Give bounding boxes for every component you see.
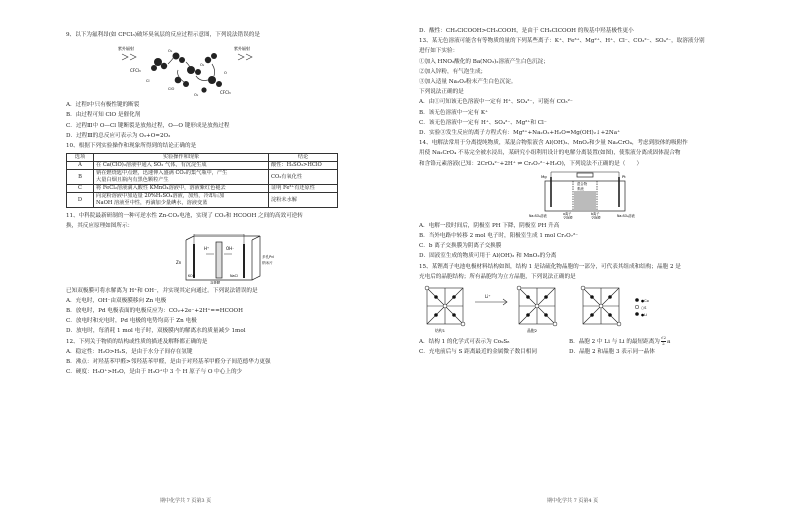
q10-table [66,153,338,208]
membrane-a-label-2: 交换膜 [563,215,573,219]
cell-2-label: 晶胞2 [527,328,538,334]
q10-header-conclusion: 结论 [269,154,338,162]
q14-stem-3: 和含铬元素溶液(已知：2CrO₄²⁻+2H⁺ ⇌ Cr₂O₇²⁻+H₂O)，下列说法不正确的是（ ） [419,160,643,167]
cl-label: Cl [146,79,150,84]
legend-li: ●Li [641,313,648,318]
q10-row-b-op: 钠在燃烧匙中点燃，迅速伸入盛满 CO₂的集气瓶中，产生 大量白烟且瓶内有黑色颗粒产生 [94,170,269,185]
q9-figure [116,42,266,98]
left-page-footer: 期中化学共 7 页第3 页 [160,498,212,504]
o-label: O [224,71,227,76]
table-row [67,193,338,208]
q13-option-c[interactable]: C．该无色溶液中一定有 H⁺、SO₄²⁻、Mg²⁺和 Cl⁻ [419,119,547,126]
q11-option-a[interactable]: A．充电时，OH⁻由双极膜移向 Zn 电极 [66,297,167,304]
q9-option-d[interactable]: D．过程Ⅲ的总反应可表示为 O₃+O=2O₂ [66,132,171,139]
q14-option-b[interactable]: B．当外电路中转移 2 mol 电子时，阳极室生成 1 mol Cr₂O₇²⁻ [419,233,579,240]
q11-lead: 已知双极膜可将水解离为 H⁺和 OH⁻，并实现其定向通过。下列说法错误的是 [66,287,258,294]
q10-row-b-con: CO₂有氧化性 [269,170,338,185]
table-row [67,162,338,170]
q10-row-c-con: 证明 Fe²⁺有还原性 [269,185,338,193]
nacl-label: NaCl [230,273,238,278]
q10-row-d-con: 淀粉未水解 [269,193,338,208]
q12-option-d[interactable]: D．酸性：CH₂ClCOOH>CH₃COOH，是由于 CH₂ClCOOH 的羧基中羟基极性更小 [419,28,634,34]
q10-header-option: 选项 [67,154,94,162]
slurry-label-2: 浆液 [577,186,584,191]
right-page-footer: 期中化学共 7 页第4 页 [547,498,599,504]
q14-stem-2: 用使 Na₂CrO₄ 不易完全被水浸出，某研究小组利用设计的电解分离装置(如图)，使浆液分离成固体混合物 [419,150,681,157]
table-row [67,170,338,185]
q15-options-row-1 [419,336,786,347]
q10-row-d-option: D [67,193,94,208]
na2so4-right-label: Na₂SO₄溶液 [617,213,635,218]
q11-stem-1: 11、中科院最新研制的一种可逆水性 Zn-CO₂电池，实现了 CO₂和 HCOOH 之间的高效可逆转 [66,213,303,220]
q13-step-3: ③加入适量 Na₂O₂粉末产生白色沉淀。 [419,79,517,86]
q11-figure [166,234,286,284]
zn-label: Zn [176,259,182,265]
q13-stem-1: 13、某无色溶液可能含有等物质的量的下列某些离子：K⁺、Fe³⁺、Mg²⁺、H⁺、Cl⁻、CO₃²⁻、SO₄²⁻，取溶液分别 [419,38,705,45]
q15-stem-2: 充电后的晶胞结构；所有晶胞均为立方晶胞，下列说法正确的是 [419,273,576,280]
q10-row-a-op: 在 Ca(ClO)₂溶液中通入 SO₂ 气体，有沉淀生成 [94,162,269,170]
oh-minus-label: OH⁻ [226,245,235,251]
q15-option-a[interactable]: A．结构 1 的化学式可表示为 Co₉S₈ [419,338,510,345]
q15-option-d[interactable]: D．晶胞 2 和晶胞 3 表示同一晶体 [569,348,655,355]
q11-stem-2: 换，其反应原理如图所示： [66,223,134,230]
table-row [67,185,338,193]
crystal-structure-diagram [423,284,683,334]
membrane-b-label-2: 交换膜 [591,215,601,219]
q10-header-operation: 实验操作和现象 [94,154,269,162]
q10-row-b-option: B [67,170,94,185]
cfcl3-label-1: CFCl₃ [130,68,141,74]
membrane-a-label-1: a离子 [563,211,572,216]
o2-label-2: O₂ [194,93,199,98]
q15-options-row-2 [419,347,786,357]
mg-electrode-label: Mg [541,173,547,179]
na2so4-left-label: Na₂SO₄溶液 [529,213,547,218]
nanosheet-label: 纳米片 [262,260,273,265]
q14-option-d[interactable]: D．固液室生成的物质可用于 Al(OH)₃ 和 MnO₂的分离 [419,253,557,260]
q12-stem: 12、下列关于物质的结构或性质的描述及解释都正确的是 [66,338,208,345]
h-plus-label: H⁺ [204,245,210,251]
q15-figure [423,284,683,334]
q11-option-c[interactable]: C．放电时和充电时，Pd 电极的电势均高于 Zn 电极 [66,318,197,325]
q10-row-a-con: 酸性：H₂SO₃>HClO [269,162,338,170]
q12-option-a[interactable]: A．稳定性：H₂O>H₂S，是由于水分子间存在氢键 [66,348,193,355]
ozone-depletion-diagram [116,42,266,98]
q13-step-2: ②加入锌粉，有气泡生成； [419,68,487,75]
q13-lead: 下列说法正确的是 [419,89,464,96]
legend-s: ○S [641,306,647,311]
o2-label-1: O₂ [200,63,205,68]
pd-label: 多孔Pd [262,254,274,259]
q9-option-a[interactable]: A．过程Ⅰ中只有极性键的断裂 [66,102,140,109]
q14-figure [529,171,649,219]
q15-option-b-fraction: $\frac{√2}{2}$ [660,336,666,346]
bipolar-membrane-label: 双极膜 [210,280,221,284]
clo-label: ClO [168,87,175,92]
right-page [397,0,794,514]
q14-stem-1: 14、电解法常用于分离提纯物质，某混合物浆液含 Al(OH)₃、MnO₂和少量 Na₂CrO₄，考虑到胶体的吸附作 [419,140,688,147]
q10-stem: 10、根据下列实验操作和现象所得到的结论正确的是 [66,143,197,150]
q13-option-a[interactable]: A．由①可知该无色溶液中一定有 H⁺、SO₄²⁻，可能有 CO₃²⁻ [419,99,573,106]
q10-row-c-op: 将 FeCl₂溶液滴入酸性 KMnO₄溶液中，溶液紫红色褪去 [94,185,269,193]
li-arrow-label: Li⁺ [485,294,491,300]
electrolysis-cell-diagram [529,171,649,219]
q12-option-c[interactable]: C．硬度：H₃O⁺>H₂O，是由于 H₃O⁺中 3 个 H 原子与 O 中心上的少 [66,369,243,376]
q9-option-c[interactable]: C．过程Ⅲ中 O—Cl 键断裂是放热过程，O—O 键形成是放热过程 [66,122,230,129]
q10-row-c-option: C [67,185,94,193]
uv-label-left: 紫外辐射 [118,46,134,52]
membrane-b-label-1: b离子 [591,211,600,216]
pt-electrode-label: Pt [622,173,626,179]
q9-stem: 9、以下为氟利昂(如 CFCl₃)破坏臭氧层的反应过程示意图，下列说法错误的是 [66,32,260,38]
q12-option-b[interactable]: B．沸点：对羟基苯甲醛>邻羟基苯甲醛，是由于对羟基苯甲醛分子间范德华力更强 [66,359,271,366]
q15-stem-1: 15、某锂离子电池电极材料结构如图，结构 1 是钴硫化物晶胞的一部分，可代表其组成和结构；晶胞 2 是 [419,263,681,270]
koh-label: KOH [188,273,196,278]
uv-label-right: 紫外辐射 [234,46,250,52]
structure-1-label: 结构1 [435,328,446,334]
q14-option-c[interactable]: C．b 离子交换膜为阴离子交换膜 [419,243,502,250]
q14-option-a[interactable]: A．电解一段时间后，阴极室 PH 下降，阴极室 PH 升高 [419,222,560,229]
q13-step-1: ①加入 HNO₃酸化的 Ba(NO₃)₂溶液产生白色沉淀； [419,58,549,65]
zn-co2-battery-diagram [166,234,286,284]
q13-stem-2: 进行如下实验： [419,48,459,55]
cfcl3-label-2: CFCl₃ [220,90,231,96]
q11-option-b[interactable]: B．放电时，Pd 电极表面的电极反应为：CO₂+2e⁻+2H⁺==HCOOH [66,308,244,315]
q10-row-a-option: A [67,162,94,170]
legend-co: ●Co [641,299,649,304]
q10-row-d-op: 向淀粉溶液中加适量 20%H₂SO₄溶液，加热，冷却后加 NaOH 溶液至中性，再滴加少量碘水，溶液变蓝 [94,193,269,208]
o3-label: O₃ [168,49,173,54]
q15-option-b[interactable]: B．晶胞 2 中 Li 与 Li 的最短距离为 $\frac{√2}{2}$ a [569,336,671,346]
q13-option-d[interactable]: D．实验③发生反应的离子方程式有：Mg²⁺+Na₂O₂+H₂O=Mg(OH)₂↓+2Na⁺ [419,130,621,137]
q11-option-d[interactable]: D．放电时，每消耗 1 mol 电子时，双极膜内的解离水的质量减少 1mol [66,328,246,335]
q15-option-c[interactable]: C．充电前后与 S 距离最近的金属微子数目相同 [419,348,537,355]
q9-option-b[interactable]: B．由过程可知 ClO 是催化剂 [66,112,141,119]
slurry-label-1: 混合物 [577,181,588,186]
q13-option-b[interactable]: B．该无色溶液中一定有 K⁺ [419,109,488,116]
